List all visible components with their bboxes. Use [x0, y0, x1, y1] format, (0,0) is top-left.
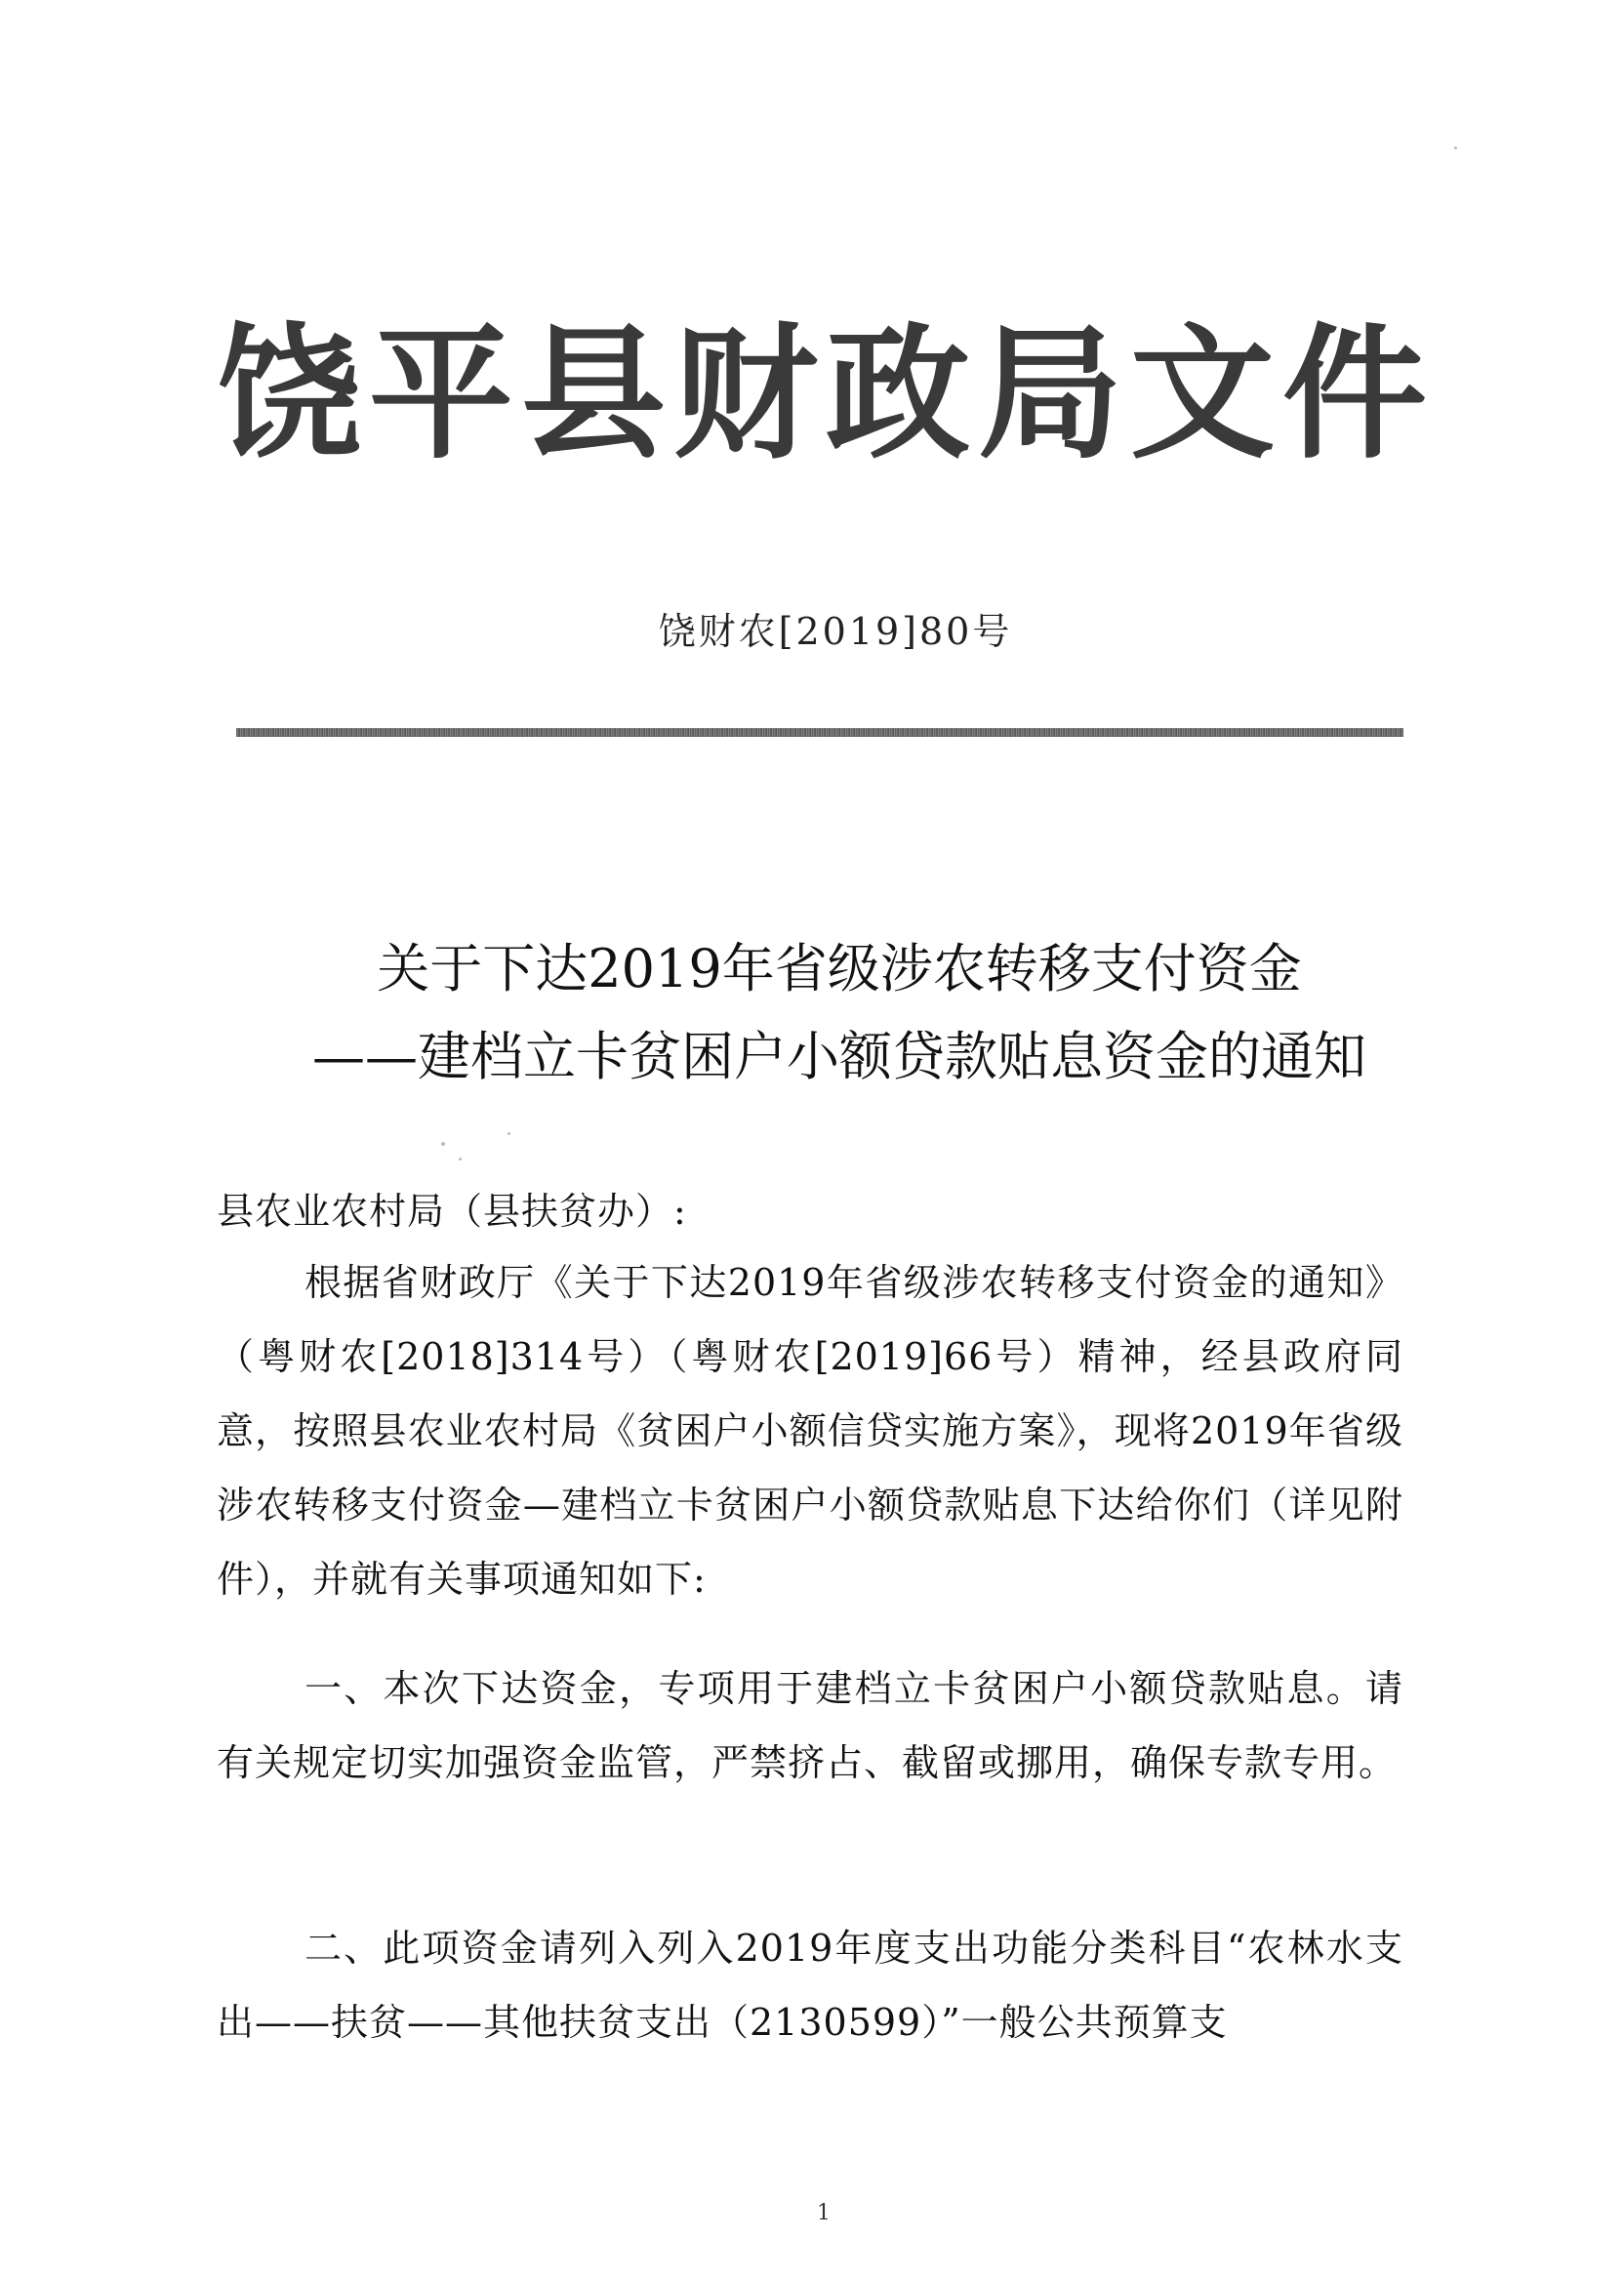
document-title-line1: 关于下达2019年省级涉农转移支付资金 — [377, 938, 1302, 999]
body-paragraph-3: 二、此项资金请列入列入2019年度支出功能分类科目“农林水支出——扶贫——其他扶贫支出（2130599）”一般公共预算支 — [217, 1927, 1403, 2044]
document-title-line2: ——建档立卡贫困户小额贷款贴息资金的通知 — [312, 1026, 1366, 1087]
document-number: 饶财农[2019]80号 — [658, 610, 1013, 653]
page-number: 1 — [817, 2201, 831, 2225]
masthead-title: 饶平县财政局文件 — [217, 310, 1435, 478]
body-paragraph-2: 一、本次下达资金，专项用于建档立卡贫困户小额贷款贴息。请有关规定切实加强资金监管，严禁挤占、截留或挪用，确保专款专用。 — [217, 1667, 1403, 1784]
scan-artifact — [441, 1142, 445, 1146]
body-paragraph-1: 根据省财政厅《关于下达2019年省级涉农转移支付资金的通知》（粤财农[2018]314号）（粤财农[2019]66号）精神，经县政府同意，按照县农业农村局《贫困户小额信贷实施方案》，现将2019年省级涉农转移支付资金—建档立卡贫困户小额贷款贴息下达给你们（详见附件），并就有关事项通知如下: — [217, 1261, 1403, 1601]
header-divider — [236, 728, 1403, 737]
scan-artifact — [1454, 146, 1457, 149]
addressee: 县农业农村局（县扶贫办）: — [217, 1190, 687, 1233]
scan-artifact — [459, 1158, 462, 1160]
scan-artifact — [508, 1132, 510, 1135]
